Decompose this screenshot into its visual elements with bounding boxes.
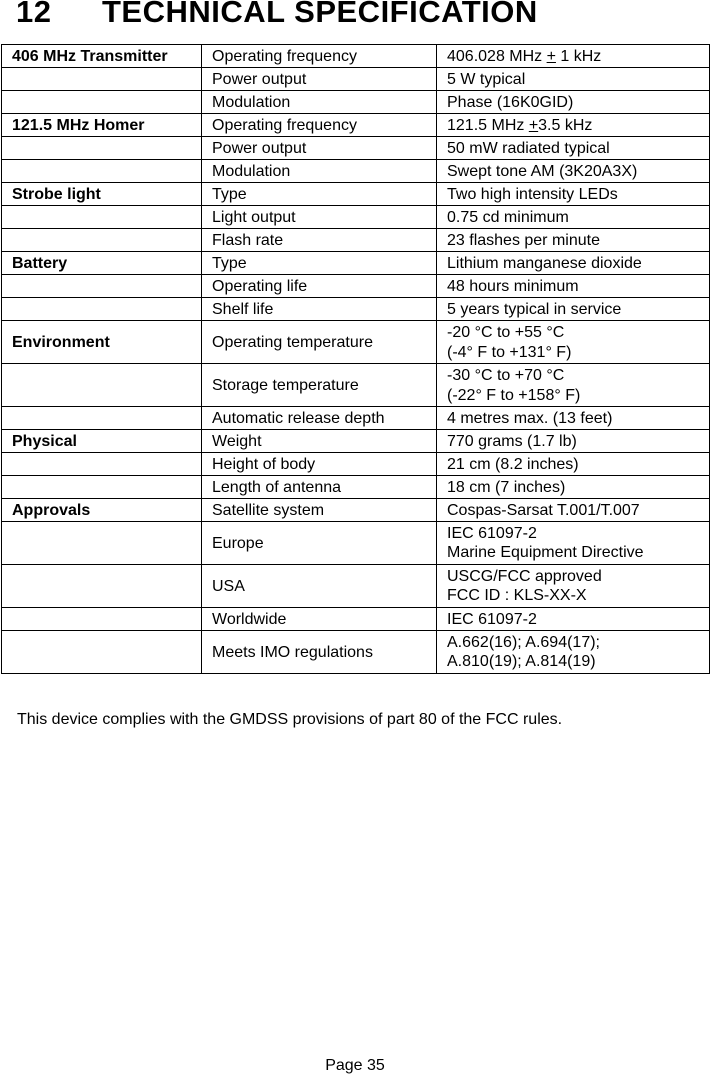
category-cell [2,364,202,407]
category-cell: Battery [2,252,202,275]
value-cell: 4 metres max. (13 feet) [437,407,710,430]
parameter-cell: Power output [202,137,437,160]
category-cell [2,229,202,252]
parameter-cell: USA [202,565,437,608]
value-line: A.810(19); A.814(19) [447,653,596,670]
value-cell: 0.75 cd minimum [437,206,710,229]
parameter-cell: Worldwide [202,608,437,631]
table-row [2,45,710,68]
parameter-cell: Weight [202,430,437,453]
value-cell: 21 cm (8.2 inches) [437,453,710,476]
category-cell [2,522,202,565]
parameter-cell: Shelf life [202,298,437,321]
value-cell: 18 cm (7 inches) [437,476,710,499]
table-row [2,91,710,114]
table-row [2,160,710,183]
table-row [2,298,710,321]
parameter-cell: Height of body [202,453,437,476]
value-cell: Lithium manganese dioxide [437,252,710,275]
parameter-cell: Operating temperature [202,321,437,364]
plus-minus-sign: + [528,116,539,134]
table-row [2,229,710,252]
table-row [2,321,710,364]
value-cell: 5 W typical [437,68,710,91]
table-row [2,608,710,631]
parameter-cell: Type [202,252,437,275]
parameter-cell: Operating frequency [202,114,437,137]
value-cell: 48 hours minimum [437,275,710,298]
compliance-note: This device complies with the GMDSS provisions of part 80 of the FCC rules. [17,711,563,728]
category-cell [2,298,202,321]
value-cell: Swept tone AM (3K20A3X) [437,160,710,183]
table-row [2,407,710,430]
category-cell [2,608,202,631]
value-cell [437,364,710,407]
table-row [2,453,710,476]
section-heading [16,0,538,30]
plus-minus-sign: + [546,47,556,65]
parameter-cell: Length of antenna [202,476,437,499]
parameter-cell: Automatic release depth [202,407,437,430]
value-cell [437,631,710,674]
value-cell [437,321,710,364]
value-line: (-22° F to +158° F) [447,386,581,404]
category-cell [2,407,202,430]
parameter-cell: Light output [202,206,437,229]
category-cell [2,453,202,476]
value-cell: 5 years typical in service [437,298,710,321]
table-row [2,137,710,160]
category-cell [2,91,202,114]
value-line: A.662(16); A.694(17); [447,634,600,651]
value-line: -20 °C to +55 °C [447,323,565,341]
value-cell: IEC 61097-2 [437,608,710,631]
table-row [2,430,710,453]
parameter-cell: Europe [202,522,437,565]
table-row [2,68,710,91]
value-cell [437,45,710,68]
category-cell: Approvals [2,499,202,522]
category-cell [2,137,202,160]
category-cell [2,206,202,229]
category-cell [2,275,202,298]
value-line: -30 °C to +70 °C [447,366,565,384]
parameter-cell: Operating frequency [202,45,437,68]
value-line: IEC 61097-2 [447,525,537,542]
specification-table [1,44,710,674]
parameter-cell: Power output [202,68,437,91]
parameter-cell: Operating life [202,275,437,298]
category-cell: Physical [2,430,202,453]
table-row [2,364,710,407]
table-row [2,114,710,137]
table-row [2,206,710,229]
table-row [2,631,710,674]
parameter-cell: Modulation [202,91,437,114]
table-row [2,522,710,565]
category-cell: 121.5 MHz Homer [2,114,202,137]
value-cell: Cospas-Sarsat T.001/T.007 [437,499,710,522]
table-row [2,183,710,206]
table-row [2,275,710,298]
value-cell: Phase (16K0GID) [437,91,710,114]
table-row [2,476,710,499]
parameter-cell: Meets IMO regulations [202,631,437,674]
category-cell [2,68,202,91]
value-cell: 23 flashes per minute [437,229,710,252]
value-text: 3.5 kHz [538,116,593,134]
category-cell: 406 MHz Transmitter [2,45,202,68]
category-cell: Strobe light [2,183,202,206]
category-cell [2,476,202,499]
parameter-cell: Type [202,183,437,206]
value-text: 406.028 MHz [447,47,547,65]
table-row [2,252,710,275]
value-line: USCG/FCC approved [447,568,602,585]
parameter-cell: Satellite system [202,499,437,522]
category-cell [2,631,202,674]
table-row [2,499,710,522]
value-text: 1 kHz [555,47,602,65]
value-cell: 50 mW radiated typical [437,137,710,160]
value-line: (-4° F to +131° F) [447,343,572,361]
value-cell [437,114,710,137]
value-text: 121.5 MHz [447,116,529,134]
category-cell [2,160,202,183]
value-cell [437,565,710,608]
value-cell [437,522,710,565]
parameter-cell: Flash rate [202,229,437,252]
value-line: Marine Equipment Directive [447,544,644,561]
category-cell: Environment [2,321,202,364]
section-number: 12 [16,0,52,29]
parameter-cell: Modulation [202,160,437,183]
table-row [2,565,710,608]
value-line: FCC ID : KLS-XX-X [447,587,587,604]
parameter-cell: Storage temperature [202,364,437,407]
value-cell: Two high intensity LEDs [437,183,710,206]
section-title: TECHNICAL SPECIFICATION [102,0,538,29]
page-number: Page 35 [325,1057,385,1074]
value-cell: 770 grams (1.7 lb) [437,430,710,453]
category-cell [2,565,202,608]
